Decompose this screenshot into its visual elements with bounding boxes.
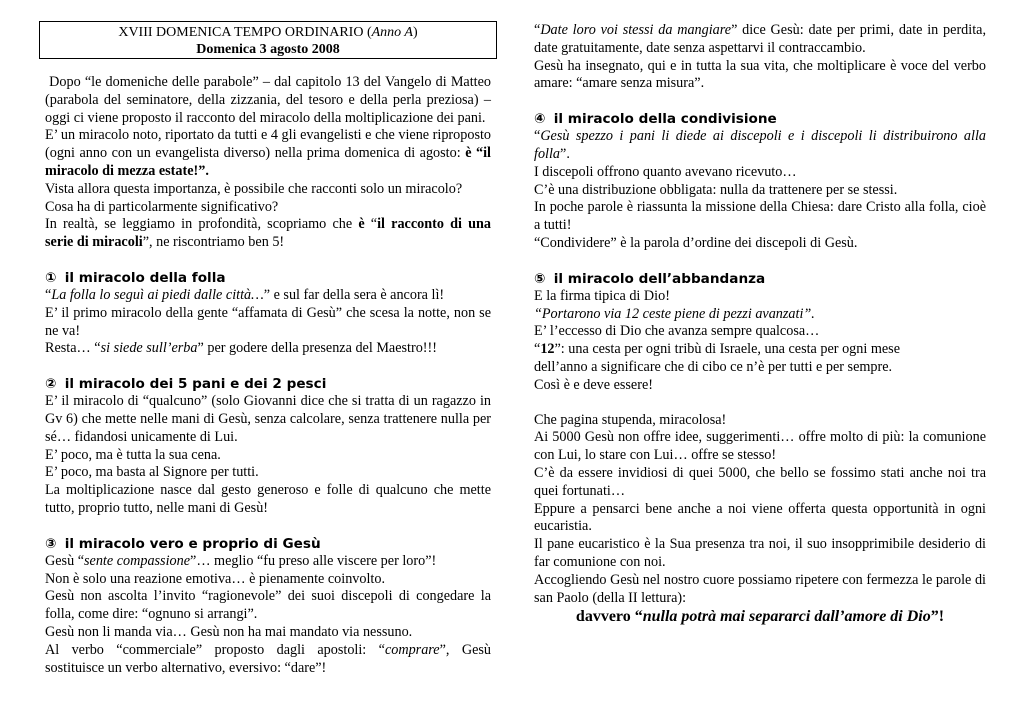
s5-line5: dell’anno a significare che di cibo ce n’è per tutti e per sempre. [534, 358, 893, 375]
s4-line1: “Gesù spezzo i pani li diede ai discepoli e i discepoli li distribuirono alla folla”. [534, 128, 986, 162]
s5-line6: Così è e deve essere! [534, 376, 653, 393]
s1-line3: Resta… “si siede sull’erba” per godere della presenza del Maestro!!! [45, 340, 437, 357]
s4-line3: C’è una distribuzione obbligata: nulla da trattenere per se stessi. [534, 181, 898, 198]
s3-line1: Gesù “sente compassione”… meglio “fu preso alle viscere per loro”! [45, 552, 437, 569]
intro-p3: Vista allora questa importanza, è possibile che racconti solo un miracolo? [45, 180, 463, 197]
circled-2-icon: ② [45, 376, 57, 393]
s3-line6: “Date loro voi stessi da mangiare” dice Gesù: date per primi, date in perdita, date gratuitamente, date senza aspettarvi il contraccambio. [534, 22, 986, 56]
header-date: Domenica 3 agosto 2008 [196, 42, 340, 57]
section-3-heading: ③ il miracolo vero e proprio di Gesù [45, 535, 321, 552]
closing-line5: Il pane eucaristico è la Sua presenza tra noi, il suo insopprimibile desiderio di far comunione con noi. [534, 536, 986, 570]
header-line1: XVIII DOMENICA TEMPO ORDINARIO (Anno A) [118, 25, 418, 40]
section-1-heading: ① il miracolo della folla [45, 269, 226, 286]
s1-line1: “La folla lo seguì ai piedi dalle città…” e sul far della sera è ancora lì! [45, 286, 445, 303]
s5-line4: “12”: una cesta per ogni tribù di Israele, una cesta per ogni mese [534, 341, 900, 358]
circled-5-icon: ⑤ [534, 270, 546, 287]
closing-line4: Eppure a pensarci bene anche a noi viene offerta questa opportunità in ogni eucaristia. [534, 500, 986, 535]
s5-line3: E’ l’eccesso di Dio che avanza sempre qualcosa… [534, 323, 820, 340]
intro-p1: Dopo “le domeniche delle parabole” – dal capitolo 13 del Vangelo di Matteo (parabola del seminatore, della zizzania, del tesoro e della perla preziosa) – oggi ci viene proposto il racconto del miracolo della moltiplicazione dei pani. [45, 74, 492, 126]
intro-p4: Cosa ha di particolarmente significativo? [45, 198, 279, 215]
spacer [534, 395, 986, 412]
s2-line2: E’ poco, ma è tutta la sua cena. [45, 446, 221, 463]
s3-line3: Gesù non ascolta l’invito “ragionevole” dei suoi discepoli di congedare la folla, come dire: “ognuno si arrangi”. [45, 588, 491, 623]
s3-line5: Al verbo “commerciale” proposto dagli apostoli: “comprare”, Gesù sostituisce un verbo alternativo, eversivo: “dare”! [45, 641, 491, 676]
section-2-heading: ② il miracolo dei 5 pani e dei 2 pesci [45, 376, 327, 393]
s4-line2: I discepoli offrono quanto avevano ricevuto… [534, 163, 797, 180]
s5-line1: E la firma tipica di Dio! [534, 287, 670, 304]
left-column [45, 74, 491, 677]
right-column [534, 22, 986, 627]
closing-line1: Che pagina stupenda, miracolosa! [534, 411, 727, 428]
intro-p5: In realtà, se leggiamo in profondità, scopriamo che è “il racconto di una serie di miracoli”, ne riscontriamo ben 5! [45, 216, 491, 251]
s1-line2: E’ il primo miracolo della gente “affamata di Gesù” che scesa la notte, non se ne va! [45, 304, 491, 339]
circled-3-icon: ③ [45, 535, 57, 552]
s3-line2: Non è solo una reazione emotiva… è pienamente coinvolto. [45, 570, 385, 587]
circled-1-icon: ① [45, 269, 57, 286]
s3-line4: Gesù non li manda via… Gesù non ha mai mandato via nessuno. [45, 623, 413, 640]
s2-line3: E’ poco, ma basta al Signore per tutti. [45, 464, 259, 481]
circled-4-icon: ④ [534, 111, 546, 128]
closing-line2: Ai 5000 Gesù non offre idee, suggerimenti… offre molto di più: la comunione con Lui, lo stare con Lui… offre se stesso! [534, 429, 986, 464]
closing-quote: davvero “nulla potrà mai separarci dall’amore di Dio”! [575, 608, 945, 626]
closing-line6: Accogliendo Gesù nel nostro cuore possiamo ripetere con fermezza le parole di san Paolo (della II lettura): [534, 571, 986, 606]
s2-line1: E’ il miracolo di “qualcuno” (solo Giovanni dice che si tratta di un ragazzo in Gv 6) che mette nelle mani di Gesù, senza calcolare, senza trattenere nulla per sé… fidandosi unicamente di Lui. [45, 393, 491, 445]
s5-line2: “Portarono via 12 ceste piene di pezzi avanzati”. [534, 305, 815, 322]
s4-line4: In poche parole è riassunta la missione della Chiesa: dare Cristo alla folla, cioè a tutti! [534, 199, 986, 234]
intro-p2: E’ un miracolo noto, riportato da tutti e 4 gli evangelisti e che viene riproposto (ogni anno con un evangelista diverso) nella prima domenica di agosto: è “il miracolo di mezza estate!”. [45, 127, 491, 179]
s2-line4: La moltiplicazione nasce dal gesto generoso e folle di qualcuno che mette tutto, proprio tutto, nelle mani di Gesù! [45, 482, 491, 516]
header-box [39, 21, 497, 59]
section-4-heading: ④ il miracolo della condivisione [534, 111, 777, 128]
s3-line7: Gesù ha insegnato, qui e in tutta la sua vita, che moltiplicare è voce del verbo amare: “amare senza misura”. [534, 57, 986, 92]
section-5-heading: ⑤ il miracolo dell’abbandanza [534, 270, 766, 287]
s4-line5: “Condividere” è la parola d’ordine dei discepoli di Gesù. [534, 234, 858, 251]
closing-line3: C’è da essere invidiosi di quei 5000, che bello se fossimo stati anche noi tra quei fortunati… [534, 464, 986, 499]
